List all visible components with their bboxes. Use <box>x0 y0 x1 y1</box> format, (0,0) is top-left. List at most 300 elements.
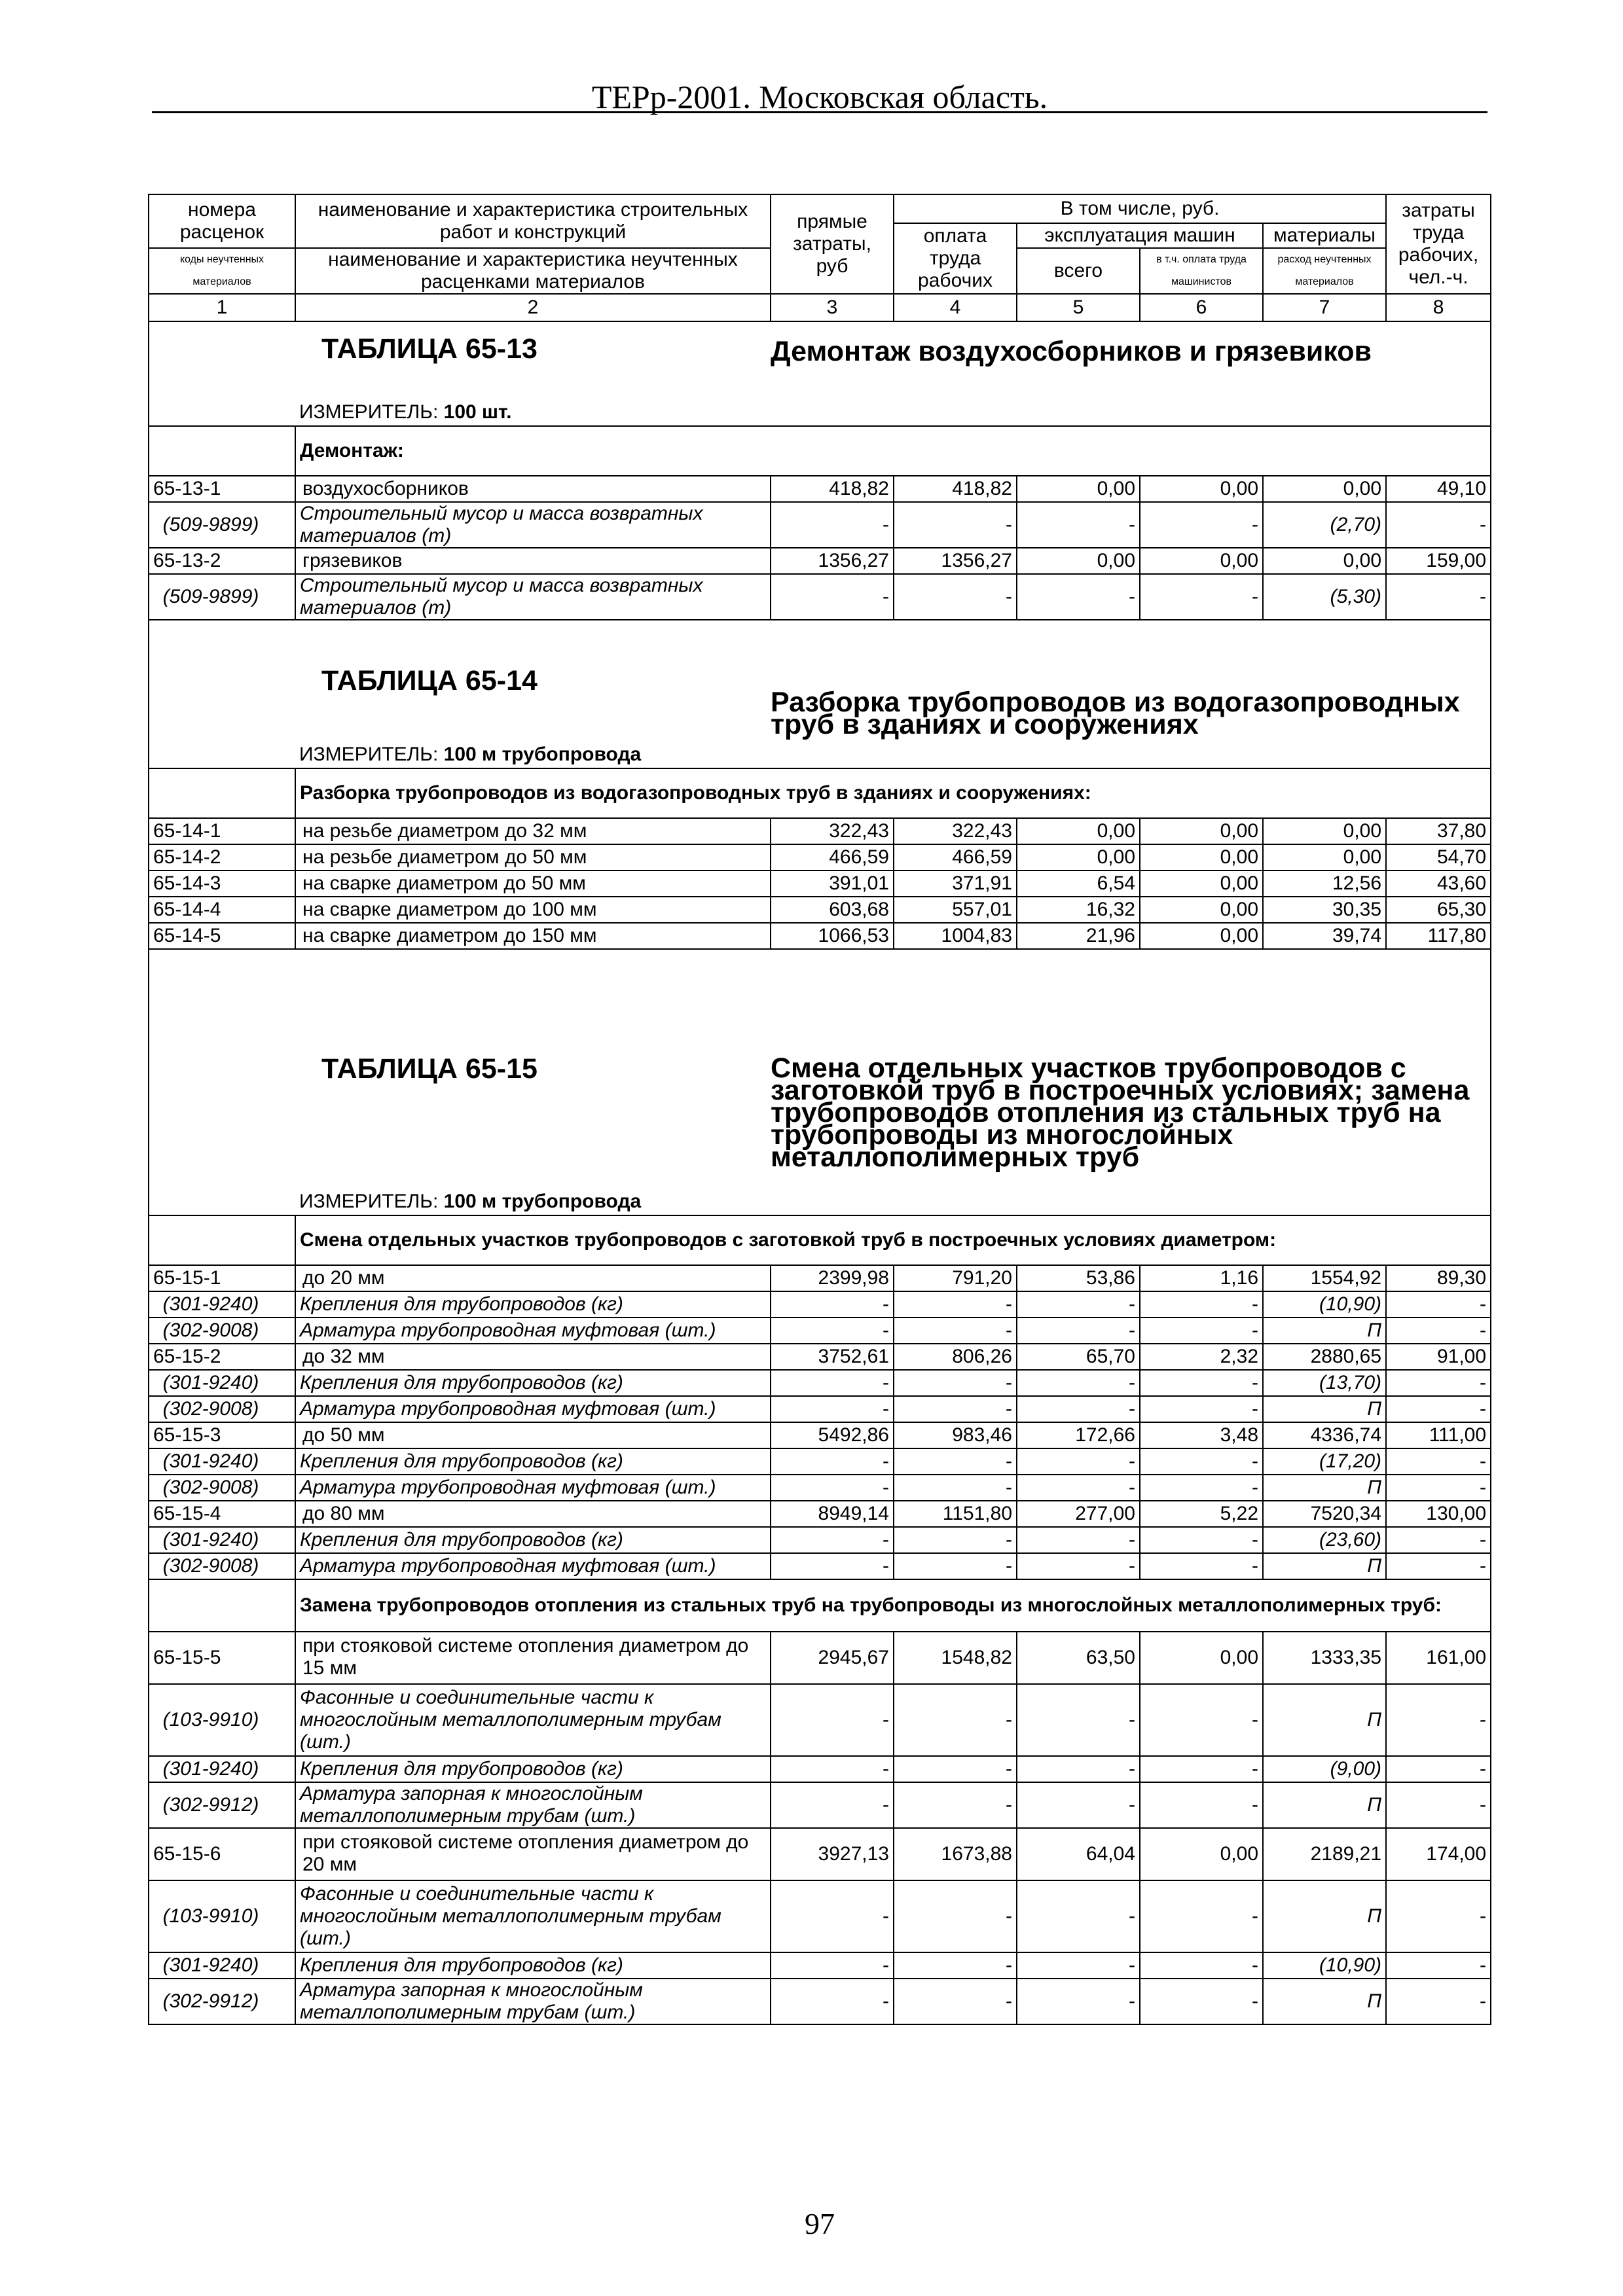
rate-code: 65-13-2 <box>149 548 295 574</box>
rate-row <box>149 1422 1491 1448</box>
direct-cost-value: 3752,61 <box>771 1344 894 1370</box>
material-row <box>149 502 1491 548</box>
col-name-header: наименование и характеристика строительных работ и конструкций <box>295 194 771 248</box>
group-header-code <box>149 1215 295 1265</box>
group-header-row <box>149 426 1491 476</box>
direct-cost-value: - <box>771 1553 894 1579</box>
material-code: (301-9240) <box>149 1527 295 1553</box>
col-num: 2 <box>295 294 771 321</box>
rate-row <box>149 548 1491 574</box>
material-code: (103-9910) <box>149 1880 295 1952</box>
machinists-wages-value: 3,48 <box>1140 1422 1263 1448</box>
section-title: Смена отдельных участков трубопроводов с заготовкой труб в построечных условиях; замена трубопроводов отопления из стальных труб на трубопроводы из многослойных металлополимерных труб <box>771 949 1491 1188</box>
wages-value: - <box>894 1291 1017 1318</box>
section-left-cell <box>149 741 295 768</box>
material-row <box>149 1527 1491 1553</box>
material-code: (103-9910) <box>149 1684 295 1756</box>
rate-name: до 80 мм <box>295 1501 771 1527</box>
machinists-wages-value: 5,22 <box>1140 1501 1263 1527</box>
machines-total-value: - <box>1017 1396 1140 1422</box>
direct-cost-value: 603,68 <box>771 897 894 923</box>
col-code-header: номера расценок <box>149 194 295 248</box>
machines-total-value: 64,04 <box>1017 1828 1140 1880</box>
rate-code: 65-15-4 <box>149 1501 295 1527</box>
machinists-wages-value: - <box>1140 574 1263 620</box>
rate-code: 65-15-6 <box>149 1828 295 1880</box>
machinists-wages-value: 0,00 <box>1140 1828 1263 1880</box>
wages-value: - <box>894 1448 1017 1475</box>
materials-value: П <box>1263 1318 1386 1344</box>
machines-total-value: - <box>1017 1448 1140 1475</box>
col-num: 4 <box>894 294 1017 321</box>
direct-cost-value: - <box>771 1370 894 1396</box>
direct-cost-value: - <box>771 1318 894 1344</box>
rate-row <box>149 1265 1491 1291</box>
machinists-wages-value: - <box>1140 1880 1263 1952</box>
rate-row <box>149 844 1491 870</box>
machinists-wages-value: - <box>1140 1782 1263 1828</box>
col-wages-header: оплата труда рабочих <box>894 223 1017 294</box>
wages-value: - <box>894 1553 1017 1579</box>
material-code: (509-9899) <box>149 502 295 548</box>
materials-value: П <box>1263 1475 1386 1501</box>
machinists-wages-value: 0,00 <box>1140 870 1263 897</box>
wages-value: 1673,88 <box>894 1828 1017 1880</box>
machinists-wages-value: - <box>1140 1370 1263 1396</box>
machinists-wages-value: - <box>1140 1553 1263 1579</box>
wages-value: 1356,27 <box>894 548 1017 574</box>
materials-value: (13,70) <box>1263 1370 1386 1396</box>
materials-value: П <box>1263 1553 1386 1579</box>
rate-name: на резьбе диаметром до 50 мм <box>295 844 771 870</box>
direct-cost-value: 418,82 <box>771 476 894 502</box>
machines-total-value: 6,54 <box>1017 870 1140 897</box>
material-code: (301-9240) <box>149 1370 295 1396</box>
machines-total-value: 63,50 <box>1017 1632 1140 1684</box>
direct-cost-value: - <box>771 1396 894 1422</box>
machines-total-value: - <box>1017 1527 1140 1553</box>
col-num: 1 <box>149 294 295 321</box>
unit-value: 100 м трубопровода <box>443 743 642 765</box>
rate-name: при стояковой системе отопления диаметром до 15 мм <box>295 1632 771 1684</box>
group-header-row <box>149 1579 1491 1632</box>
machines-total-value: - <box>1017 1475 1140 1501</box>
rate-code: 65-15-2 <box>149 1344 295 1370</box>
group-header: Разборка трубопроводов из водогазопроводных труб в зданиях и сооружениях: <box>295 768 1491 818</box>
materials-value: 0,00 <box>1263 818 1386 844</box>
machinists-wages-value: - <box>1140 1448 1263 1475</box>
machinists-wages-value: 2,32 <box>1140 1344 1263 1370</box>
materials-value: 12,56 <box>1263 870 1386 897</box>
machinists-wages-value: - <box>1140 1756 1263 1782</box>
machines-total-value: - <box>1017 1880 1140 1952</box>
machinists-wages-value: - <box>1140 1952 1263 1979</box>
direct-cost-value: - <box>771 1684 894 1756</box>
machines-total-value: 65,70 <box>1017 1344 1140 1370</box>
rate-row <box>149 818 1491 844</box>
materials-value: 39,74 <box>1263 923 1386 949</box>
material-row <box>149 1756 1491 1782</box>
labor-hours-value: - <box>1386 1475 1491 1501</box>
wages-value: - <box>894 1684 1017 1756</box>
wages-value: 1548,82 <box>894 1632 1017 1684</box>
wages-value: 806,26 <box>894 1344 1017 1370</box>
direct-cost-value: 322,43 <box>771 818 894 844</box>
group-header-code <box>149 768 295 818</box>
col-materials-sub: расход неучтенных материалов <box>1263 248 1386 294</box>
rate-row <box>149 1632 1491 1684</box>
labor-hours-value: 89,30 <box>1386 1265 1491 1291</box>
direct-cost-value: - <box>771 1756 894 1782</box>
materials-value: П <box>1263 1979 1386 2024</box>
material-row <box>149 1880 1491 1952</box>
machines-total-value: - <box>1017 574 1140 620</box>
rate-name: до 50 мм <box>295 1422 771 1448</box>
section-left-cell <box>149 1188 295 1215</box>
unit-value: 100 м трубопровода <box>443 1190 642 1212</box>
wages-value: 791,20 <box>894 1265 1017 1291</box>
rate-name: на сварке диаметром до 150 мм <box>295 923 771 949</box>
rate-name: на сварке диаметром до 100 мм <box>295 897 771 923</box>
machinists-wages-value: 0,00 <box>1140 548 1263 574</box>
materials-value: 30,35 <box>1263 897 1386 923</box>
machinists-wages-value: - <box>1140 1527 1263 1553</box>
col-code-sub: коды неучтенных материалов <box>149 248 295 294</box>
page-number: 97 <box>805 2207 835 2240</box>
machinists-wages-value: 0,00 <box>1140 844 1263 870</box>
direct-cost-value: - <box>771 1880 894 1952</box>
unit-value: 100 шт. <box>443 401 512 423</box>
material-name: Крепления для трубопроводов (кг) <box>295 1370 771 1396</box>
labor-hours-value: - <box>1386 1880 1491 1952</box>
machines-total-value: 172,66 <box>1017 1422 1140 1448</box>
col-labor-header: затраты труда рабочих, чел.-ч. <box>1386 194 1491 294</box>
machines-total-value: - <box>1017 1684 1140 1756</box>
machinists-wages-value: 0,00 <box>1140 923 1263 949</box>
col-direct-header: прямые затраты, руб <box>771 194 894 294</box>
machines-total-value: 53,86 <box>1017 1265 1140 1291</box>
materials-value: (9,00) <box>1263 1756 1386 1782</box>
labor-hours-value: - <box>1386 1979 1491 2024</box>
unit-label: ИЗМЕРИТЕЛЬ: <box>299 1190 439 1212</box>
rate-name: до 20 мм <box>295 1265 771 1291</box>
rate-code: 65-15-5 <box>149 1632 295 1684</box>
labor-hours-value: 49,10 <box>1386 476 1491 502</box>
rate-name: грязевиков <box>295 548 771 574</box>
machines-total-value: - <box>1017 1952 1140 1979</box>
material-code: (302-9912) <box>149 1782 295 1828</box>
group-header-code <box>149 1579 295 1632</box>
material-row <box>149 1553 1491 1579</box>
labor-hours-value: - <box>1386 1396 1491 1422</box>
materials-value: 4336,74 <box>1263 1422 1386 1448</box>
machines-total-value: 16,32 <box>1017 897 1140 923</box>
col-num: 5 <box>1017 294 1140 321</box>
materials-value: (2,70) <box>1263 502 1386 548</box>
direct-cost-value: 2945,67 <box>771 1632 894 1684</box>
materials-value: 0,00 <box>1263 548 1386 574</box>
material-name: Строительный мусор и масса возвратных материалов (т) <box>295 502 771 548</box>
material-name: Арматура запорная к многослойным металлополимерным трубам (шт.) <box>295 1782 771 1828</box>
section-left-cell <box>149 620 295 741</box>
col-num: 6 <box>1140 294 1263 321</box>
direct-cost-value: 1066,53 <box>771 923 894 949</box>
section-unit-row <box>149 399 1491 426</box>
direct-cost-value: 1356,27 <box>771 548 894 574</box>
machines-total-value: 277,00 <box>1017 1501 1140 1527</box>
wages-value: 466,59 <box>894 844 1017 870</box>
machinists-wages-value: 1,16 <box>1140 1265 1263 1291</box>
wages-value: - <box>894 1475 1017 1501</box>
material-name: Арматура трубопроводная муфтовая (шт.) <box>295 1396 771 1422</box>
labor-hours-value: 130,00 <box>1386 1501 1491 1527</box>
machinists-wages-value: 0,00 <box>1140 818 1263 844</box>
section-unit <box>295 399 1491 426</box>
group-header-code <box>149 426 295 476</box>
section-title-row <box>149 321 1491 399</box>
labor-hours-value: 111,00 <box>1386 1422 1491 1448</box>
wages-value: - <box>894 1979 1017 2024</box>
machines-total-value: 21,96 <box>1017 923 1140 949</box>
section-left-cell <box>149 949 295 1188</box>
group-header: Демонтаж: <box>295 426 1491 476</box>
materials-value: 7520,34 <box>1263 1501 1386 1527</box>
materials-value: 0,00 <box>1263 476 1386 502</box>
machinists-wages-value: 0,00 <box>1140 897 1263 923</box>
machinists-wages-value: - <box>1140 1396 1263 1422</box>
rate-code: 65-13-1 <box>149 476 295 502</box>
materials-value: П <box>1263 1782 1386 1828</box>
machines-total-value: 0,00 <box>1017 476 1140 502</box>
labor-hours-value: - <box>1386 1527 1491 1553</box>
material-name: Арматура трубопроводная муфтовая (шт.) <box>295 1553 771 1579</box>
material-code: (301-9240) <box>149 1756 295 1782</box>
wages-value: - <box>894 1370 1017 1396</box>
direct-cost-value: - <box>771 1475 894 1501</box>
materials-value: П <box>1263 1396 1386 1422</box>
rate-row <box>149 476 1491 502</box>
machinists-wages-value: - <box>1140 1979 1263 2024</box>
labor-hours-value: - <box>1386 1318 1491 1344</box>
machines-total-value: 0,00 <box>1017 548 1140 574</box>
labor-hours-value: - <box>1386 1684 1491 1756</box>
machines-total-value: - <box>1017 1756 1140 1782</box>
rate-name: до 32 мм <box>295 1344 771 1370</box>
direct-cost-value: 3927,13 <box>771 1828 894 1880</box>
direct-cost-value: - <box>771 1782 894 1828</box>
rate-row <box>149 897 1491 923</box>
page-header: ТЕРр-2001. Московская область. <box>591 79 1048 115</box>
material-code: (302-9008) <box>149 1396 295 1422</box>
material-name: Крепления для трубопроводов (кг) <box>295 1527 771 1553</box>
labor-hours-value: - <box>1386 1370 1491 1396</box>
col-machines-total: всего <box>1017 248 1140 294</box>
labor-hours-value: 117,80 <box>1386 923 1491 949</box>
header-row-1 <box>149 194 1491 223</box>
materials-value: (10,90) <box>1263 1291 1386 1318</box>
rate-code: 65-14-5 <box>149 923 295 949</box>
col-name-sub: наименование и характеристика неучтенных расценками материалов <box>295 248 771 294</box>
machines-total-value: 0,00 <box>1017 844 1140 870</box>
labor-hours-value: - <box>1386 1291 1491 1318</box>
rate-code: 65-14-2 <box>149 844 295 870</box>
labor-hours-value: - <box>1386 574 1491 620</box>
material-name: Арматура трубопроводная муфтовая (шт.) <box>295 1475 771 1501</box>
wages-value: - <box>894 1782 1017 1828</box>
machines-total-value: - <box>1017 1782 1140 1828</box>
materials-value: (10,90) <box>1263 1952 1386 1979</box>
machines-total-value: - <box>1017 1979 1140 2024</box>
material-code: (301-9240) <box>149 1952 295 1979</box>
labor-hours-value: 161,00 <box>1386 1632 1491 1684</box>
materials-value: 2189,21 <box>1263 1828 1386 1880</box>
direct-cost-value: - <box>771 574 894 620</box>
col-num: 8 <box>1386 294 1491 321</box>
direct-cost-value: 466,59 <box>771 844 894 870</box>
machinists-wages-value: 0,00 <box>1140 1632 1263 1684</box>
labor-hours-value: - <box>1386 1553 1491 1579</box>
rate-row <box>149 870 1491 897</box>
section-title-row <box>149 949 1491 1188</box>
machinists-wages-value: - <box>1140 1291 1263 1318</box>
machines-total-value: - <box>1017 502 1140 548</box>
machines-total-value: - <box>1017 1291 1140 1318</box>
section-table-name: ТАБЛИЦА 65-14 <box>295 620 771 741</box>
group-header-row <box>149 1215 1491 1265</box>
direct-cost-value: - <box>771 1291 894 1318</box>
section-table-name: ТАБЛИЦА 65-15 <box>295 949 771 1188</box>
rate-code: 65-15-1 <box>149 1265 295 1291</box>
rate-code: 65-14-4 <box>149 897 295 923</box>
material-row <box>149 1475 1491 1501</box>
material-name: Фасонные и соединительные части к многослойным металлополимерным трубам (шт.) <box>295 1684 771 1756</box>
material-name: Крепления для трубопроводов (кг) <box>295 1952 771 1979</box>
material-code: (301-9240) <box>149 1291 295 1318</box>
material-code: (302-9008) <box>149 1318 295 1344</box>
materials-value: (5,30) <box>1263 574 1386 620</box>
material-code: (302-9008) <box>149 1475 295 1501</box>
material-row <box>149 1979 1491 2024</box>
direct-cost-value: - <box>771 1979 894 2024</box>
section-unit-row <box>149 1188 1491 1215</box>
material-code: (301-9240) <box>149 1448 295 1475</box>
material-name: Крепления для трубопроводов (кг) <box>295 1448 771 1475</box>
rate-row <box>149 1344 1491 1370</box>
wages-value: 371,91 <box>894 870 1017 897</box>
materials-value: П <box>1263 1880 1386 1952</box>
direct-cost-value: 391,01 <box>771 870 894 897</box>
material-row <box>149 1370 1491 1396</box>
direct-cost-value: 5492,86 <box>771 1422 894 1448</box>
labor-hours-value: 43,60 <box>1386 870 1491 897</box>
labor-hours-value: 37,80 <box>1386 818 1491 844</box>
materials-value: 0,00 <box>1263 844 1386 870</box>
material-code: (302-9912) <box>149 1979 295 2024</box>
wages-value: - <box>894 1396 1017 1422</box>
rate-name: на резьбе диаметром до 32 мм <box>295 818 771 844</box>
wages-value: - <box>894 574 1017 620</box>
rate-name: воздухосборников <box>295 476 771 502</box>
col-machines-header: эксплуатация машин <box>1017 223 1263 248</box>
direct-cost-value: - <box>771 1448 894 1475</box>
section-title: Разборка трубопроводов из водогазопроводных труб в зданиях и сооружениях <box>771 620 1491 741</box>
wages-value: - <box>894 1527 1017 1553</box>
wages-value: - <box>894 1756 1017 1782</box>
rate-code: 65-15-3 <box>149 1422 295 1448</box>
section-unit <box>295 741 1491 768</box>
rate-row <box>149 1828 1491 1880</box>
wages-value: - <box>894 1880 1017 1952</box>
material-row <box>149 1396 1491 1422</box>
material-row <box>149 1448 1491 1475</box>
material-row <box>149 1782 1491 1828</box>
wages-value: 322,43 <box>894 818 1017 844</box>
header-rule <box>152 111 1487 113</box>
col-num: 7 <box>1263 294 1386 321</box>
direct-cost-value: 2399,98 <box>771 1265 894 1291</box>
unit-label: ИЗМЕРИТЕЛЬ: <box>299 743 439 765</box>
machines-total-value: - <box>1017 1553 1140 1579</box>
section-table-name: ТАБЛИЦА 65-13 <box>295 321 771 399</box>
rate-code: 65-14-3 <box>149 870 295 897</box>
material-name: Крепления для трубопроводов (кг) <box>295 1291 771 1318</box>
labor-hours-value: - <box>1386 502 1491 548</box>
labor-hours-value: 159,00 <box>1386 548 1491 574</box>
section-title-row <box>149 620 1491 741</box>
wages-value: 983,46 <box>894 1422 1017 1448</box>
wages-value: - <box>894 1952 1017 1979</box>
rate-row <box>149 1501 1491 1527</box>
wages-value: 1151,80 <box>894 1501 1017 1527</box>
labor-hours-value: - <box>1386 1782 1491 1828</box>
material-name: Строительный мусор и масса возвратных материалов (т) <box>295 574 771 620</box>
direct-cost-value: - <box>771 1952 894 1979</box>
wages-value: - <box>894 1318 1017 1344</box>
material-row <box>149 1684 1491 1756</box>
machinists-wages-value: - <box>1140 1475 1263 1501</box>
material-row <box>149 1291 1491 1318</box>
section-title: Демонтаж воздухосборников и грязевиков <box>771 321 1491 399</box>
col-machinists: в т.ч. оплата труда машинистов <box>1140 248 1263 294</box>
group-header-row <box>149 768 1491 818</box>
wages-value: 1004,83 <box>894 923 1017 949</box>
labor-hours-value: - <box>1386 1448 1491 1475</box>
rate-name: на сварке диаметром до 50 мм <box>295 870 771 897</box>
direct-cost-value: 8949,14 <box>771 1501 894 1527</box>
machines-total-value: 0,00 <box>1017 818 1140 844</box>
direct-cost-value: - <box>771 1527 894 1553</box>
material-name: Фасонные и соединительные части к многослойным металлополимерным трубам (шт.) <box>295 1880 771 1952</box>
material-row <box>149 574 1491 620</box>
labor-hours-value: 91,00 <box>1386 1344 1491 1370</box>
direct-cost-value: - <box>771 502 894 548</box>
labor-hours-value: 54,70 <box>1386 844 1491 870</box>
material-code: (509-9899) <box>149 574 295 620</box>
material-name: Арматура запорная к многослойным металлополимерным трубам (шт.) <box>295 1979 771 2024</box>
col-incl-header: В том числе, руб. <box>894 194 1386 223</box>
labor-hours-value: - <box>1386 1952 1491 1979</box>
material-row <box>149 1952 1491 1979</box>
machinists-wages-value: - <box>1140 1684 1263 1756</box>
rates-table <box>148 194 1491 2025</box>
col-materials-header: материалы <box>1263 223 1386 248</box>
material-name: Арматура трубопроводная муфтовая (шт.) <box>295 1318 771 1344</box>
material-row <box>149 1318 1491 1344</box>
wages-value: 557,01 <box>894 897 1017 923</box>
section-unit <box>295 1188 1491 1215</box>
wages-value: 418,82 <box>894 476 1017 502</box>
labor-hours-value: 174,00 <box>1386 1828 1491 1880</box>
